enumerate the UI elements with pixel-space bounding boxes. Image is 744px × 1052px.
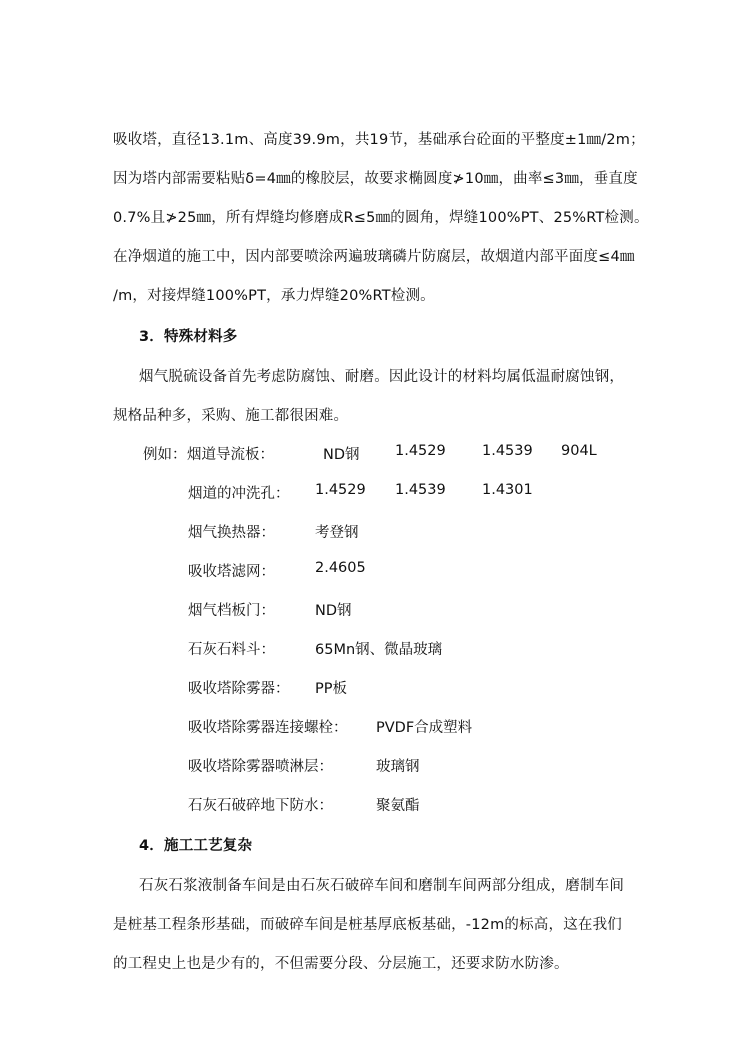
material-label: 烟道的冲洗孔： bbox=[188, 486, 290, 502]
material-value: ND钢 bbox=[323, 447, 360, 463]
material-label: 烟气档板门： bbox=[188, 603, 275, 619]
material-value: PP板 bbox=[315, 681, 347, 697]
material-label: 吸收塔除雾器： bbox=[188, 681, 290, 697]
material-label: 吸收塔滤网： bbox=[188, 564, 275, 580]
material-value: 考登钢 bbox=[315, 525, 359, 541]
material-value: 聚氨酯 bbox=[376, 798, 420, 814]
material-value: 1.4301 bbox=[482, 482, 533, 498]
paragraph-line: 烟气脱硫设备首先考虑防腐蚀、耐磨。因此设计的材料均属低温耐腐蚀钢， bbox=[139, 369, 625, 385]
material-value: 65Mn钢、微晶玻璃 bbox=[315, 642, 443, 658]
material-value: 2.4605 bbox=[315, 560, 366, 576]
example-prefix: 例如： bbox=[143, 447, 187, 463]
material-label: 烟道导流板： bbox=[187, 447, 274, 463]
material-label: 吸收塔除雾器喷淋层： bbox=[188, 759, 333, 775]
paragraph-line: /m，对接焊缝100%PT，承力焊缝20%RT检测。 bbox=[113, 288, 435, 304]
section-heading-3: 3．特殊材料多 bbox=[139, 329, 238, 345]
material-value: 1.4539 bbox=[395, 482, 446, 498]
material-value: ND钢 bbox=[315, 603, 352, 619]
paragraph-line: 石灰石浆液制备车间是由石灰石破碎车间和磨制车间两部分组成，磨制车间 bbox=[139, 878, 625, 894]
material-label: 吸收塔除雾器连接螺栓： bbox=[188, 720, 348, 736]
material-value: PVDF合成塑料 bbox=[376, 720, 473, 736]
paragraph-line: 吸收塔，直径13.1m、高度39.9m，共19节，基础承台砼面的平整度±1㎜/2m； bbox=[113, 132, 645, 148]
paragraph-line: 是桩基工程条形基础，而破碎车间是桩基厚底板基础，-12m的标高，这在我们 bbox=[113, 917, 623, 933]
material-label: 烟气换热器： bbox=[188, 525, 275, 541]
paragraph-line: 规格品种多，采购、施工都很困难。 bbox=[113, 408, 349, 424]
material-value: 1.4539 bbox=[482, 443, 533, 459]
material-value: 1.4529 bbox=[395, 443, 446, 459]
paragraph-line: 0.7%且≯25㎜，所有焊缝均修磨成R≤5㎜的圆角，焊缝100%PT、25%RT检测。 bbox=[113, 210, 649, 226]
material-value: 玻璃钢 bbox=[376, 759, 420, 775]
section-heading-4: 4．施工工艺复杂 bbox=[139, 838, 253, 854]
material-label: 石灰石料斗： bbox=[188, 642, 275, 658]
material-label: 石灰石破碎地下防水： bbox=[188, 798, 333, 814]
paragraph-line: 因为塔内部需要粘贴δ=4㎜的橡胶层，故要求椭圆度≯10㎜，曲率≤3㎜，垂直度 bbox=[113, 171, 638, 187]
material-value: 1.4529 bbox=[315, 482, 366, 498]
paragraph-line: 在净烟道的施工中，因内部要喷涂两遍玻璃磷片防腐层，故烟道内部平面度≤4㎜ bbox=[113, 249, 635, 265]
material-value: 904L bbox=[561, 443, 597, 459]
paragraph-line: 的工程史上也是少有的，不但需要分段、分层施工，还要求防水防渗。 bbox=[113, 956, 569, 972]
